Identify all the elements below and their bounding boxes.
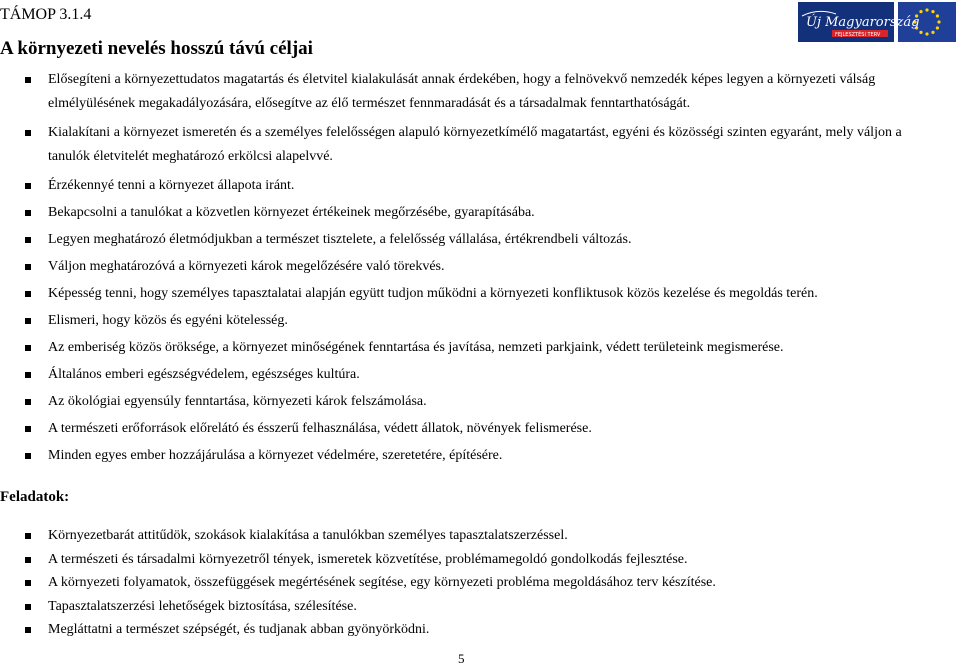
- list-item: [0, 282, 938, 306]
- square-bullet-icon: [25, 453, 31, 459]
- list-item: [0, 548, 938, 572]
- list-item: [0, 228, 938, 252]
- header-logos: [798, 2, 956, 42]
- tasks-list: [0, 524, 938, 642]
- goal-text: Kialakítani a környezet ismeretén és a személyes felelősségen alapuló környezetkímélő magatartást, egyéni és közösségi szinten egyaránt, mely váljon a tanulók életvitelét meghatározó erkölcsi alapelvvé.: [48, 125, 902, 164]
- square-bullet-icon: [25, 557, 31, 563]
- uj-magyarorszag-logo: [798, 2, 920, 42]
- square-bullet-icon: [25, 210, 31, 216]
- list-item: [0, 444, 938, 468]
- list-item: [0, 571, 938, 595]
- list-item: [0, 524, 938, 548]
- list-item: [0, 363, 938, 387]
- list-item: [0, 174, 938, 198]
- goal-text: Elősegíteni a környezettudatos magatartás és életvitel kialakulását annak érdekében, hogy a felnövekvő nemzedék képes legyen a környezeti válság elmélyülésének megakadályozására, elősegítve az élő természet fennmaradását és a társadalmak fenntarthatóságát.: [48, 72, 876, 111]
- goal-text: Elismeri, hogy közös és egyéni kötelesség.: [48, 313, 288, 328]
- goal-text: Általános emberi egészségvédelem, egészséges kultúra.: [48, 367, 360, 382]
- task-text: A természeti és társadalmi környezetről tények, ismeretek közvetítése, problémamegoldó gondolkodás fejlesztése.: [48, 551, 688, 567]
- list-item: [0, 255, 938, 279]
- square-bullet-icon: [25, 604, 31, 610]
- list-item: [0, 121, 938, 169]
- page-number: 5: [458, 651, 465, 666]
- list-item: [0, 201, 938, 225]
- square-bullet-icon: [25, 372, 31, 378]
- square-bullet-icon: [25, 627, 31, 633]
- square-bullet-icon: [25, 426, 31, 432]
- goal-text: Minden egyes ember hozzájárulása a környezet védelmére, szeretetére, építésére.: [48, 448, 503, 463]
- task-text: Tapasztalatszerzési lehetőségek biztosítása, szélesítése.: [48, 598, 357, 614]
- list-item: [0, 417, 938, 441]
- task-text: Környezetbarát attitűdök, szokások kialakítása a tanulókban személyes tapasztalatszerzéssel.: [48, 528, 568, 543]
- list-item: [0, 68, 938, 116]
- square-bullet-icon: [25, 580, 31, 586]
- square-bullet-icon: [25, 533, 31, 539]
- square-bullet-icon: [25, 130, 31, 136]
- goal-text: Legyen meghatározó életmódjukban a természet tisztelete, a felelősség vállalása, értékrendbeli változás.: [48, 232, 632, 247]
- square-bullet-icon: [25, 237, 31, 243]
- list-item: [0, 309, 938, 333]
- list-item: [0, 336, 938, 360]
- goal-text: A természeti erőforrások előrelátó és ésszerű felhasználása, védett állatok, növények felismerése.: [48, 421, 592, 436]
- square-bullet-icon: [25, 183, 31, 189]
- logo-text: Új Magyarország: [806, 15, 920, 30]
- square-bullet-icon: [25, 291, 31, 297]
- square-bullet-icon: [25, 77, 31, 83]
- project-code: TÁMOP 3.1.4: [0, 6, 92, 23]
- list-item: [0, 595, 938, 619]
- square-bullet-icon: [25, 264, 31, 270]
- square-bullet-icon: [25, 345, 31, 351]
- goal-text: Az emberiség közös öröksége, a környezet minőségének fenntartása és javítása, nemzeti parkjaink, védett területeink megismerése.: [48, 340, 784, 355]
- section-title: A környezeti nevelés hosszú távú céljai: [0, 38, 313, 59]
- list-item: [0, 390, 938, 414]
- square-bullet-icon: [25, 318, 31, 324]
- goal-text: Képesség tenni, hogy személyes tapasztalatai alapján együtt tudjon működni a környezeti konfliktusok közös kezelése és megoldás terén.: [48, 286, 818, 301]
- goal-text: Az ökológiai egyensúly fenntartása, környezeti károk felszámolása.: [48, 394, 427, 409]
- goal-text: Bekapcsolni a tanulókat a közvetlen környezet értékeinek megőrzésébe, gyarapításába.: [48, 205, 535, 220]
- goal-text: Váljon meghatározóvá a környezeti károk megelőzésére való törekvés.: [48, 259, 445, 274]
- square-bullet-icon: [25, 399, 31, 405]
- tasks-title: Feladatok:: [0, 489, 70, 505]
- goals-list: [0, 68, 938, 471]
- task-text: Megláttatni a természet szépségét, és tudjanak abban gyönyörködni.: [48, 622, 430, 637]
- list-item: [0, 618, 938, 642]
- task-text: A környezeti folyamatok, összefüggések megértésének segítése, egy környezeti probléma megoldásához terv készítése.: [48, 575, 716, 590]
- goal-text: Érzékennyé tenni a környezet állapota iránt.: [48, 178, 295, 193]
- logo-subtext: FEJLESZTÉSI TERV: [835, 32, 881, 38]
